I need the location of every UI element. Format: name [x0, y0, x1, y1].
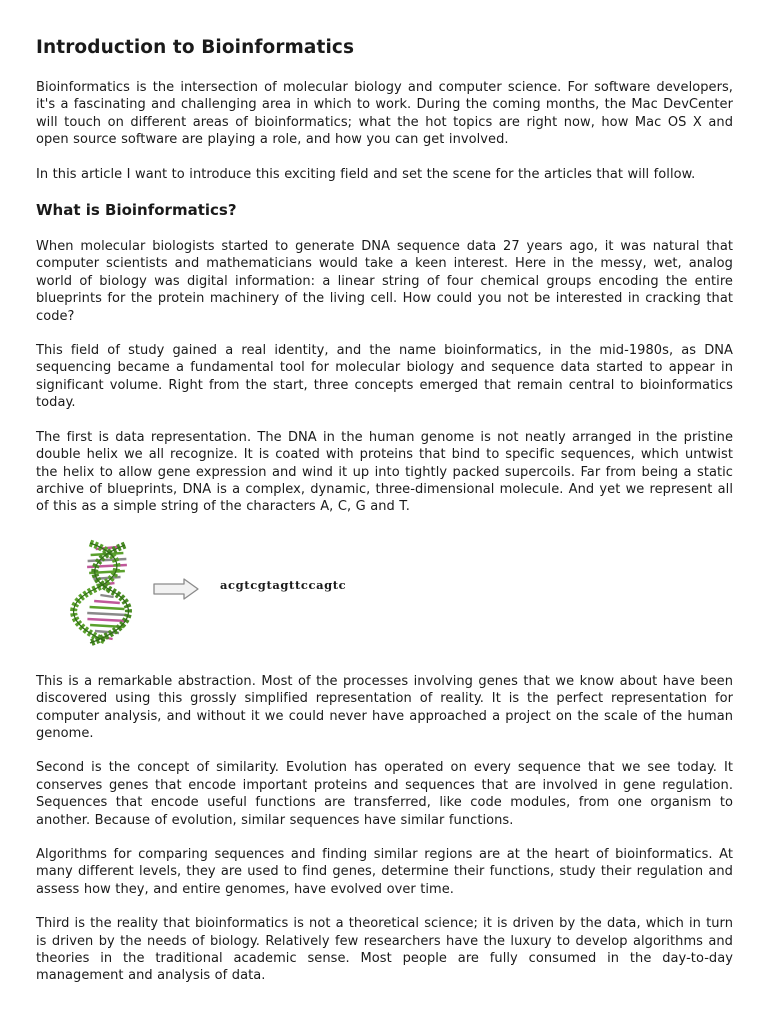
dna-sequence-label: acgtcgtagttccagtc	[220, 577, 347, 592]
helix-base-pair	[94, 601, 120, 603]
right-arrow-icon	[152, 577, 200, 601]
helix-base-pair	[88, 559, 127, 561]
helix-base-pair	[100, 595, 113, 597]
body-paragraph: This is a remarkable abstraction. Most of the processes involving genes that we know about have been discovered using this grossly simplified representation of reality. It is the perfect representation for computer analysis, and without it we could never have approached a project on the scale of the human genome.	[36, 673, 733, 741]
body-paragraph: This field of study gained a real identity, and the name bioinformatics, in the mid-1980s, as DNA sequencing became a fundamental tool for molecular biology and sequence data started to appear in significant volume. Right from the start, three concepts emerged that remain central to bioinformatics today.	[36, 343, 733, 411]
helix-base-pair	[90, 607, 125, 609]
body-paragraph: Second is the concept of similarity. Evolution has operated on every sequence that we see today. It conserves genes that encode important proteins and sequences that are involved in gene regulation. Sequences that encode useful functions are transferred, like code modules, from one organism to another. Because of evolution, similar sequences have similar functions.	[36, 760, 733, 828]
intro-paragraph: In this article I want to introduce this exciting field and set the scene for the articles that will follow.	[36, 166, 696, 182]
section-heading: What is Bioinformatics?	[36, 201, 237, 220]
helix-base-pair	[87, 619, 126, 621]
dna-to-sequence-figure	[36, 533, 733, 653]
body-paragraph: Algorithms for comparing sequences and finding similar regions are at the heart of bioinformatics. At many different levels, they are used to find genes, determine their functions, study their regulation and assess how they, and entire genomes, have evolved over time.	[36, 846, 733, 897]
article-content	[36, 37, 733, 1002]
article-title: Introduction to Bioinformatics	[36, 37, 355, 58]
body-paragraph: When molecular biologists started to generate DNA sequence data 27 years ago, it was natural that computer scientists and mathematicians would take a keen interest. Here in the messy, wet, analog world of biology was digital information: a linear string of four chemical groups encoding the entire blueprints for the protein machinery of the living cell. How could you not be interested in cracking that code?	[36, 239, 733, 324]
body-paragraph: The first is data representation. The DNA in the human genome is not neatly arranged in the pristine double helix we all recognize. It is coated with proteins that bind to specific sequences, which untwist the helix to allow gene expression and wind it up into tightly packed supercoils. Far from being a static archive of blueprints, DNA is a complex, dynamic, three-dimensional molecule. And yet we represent all of this as a simple string of the characters A, C, G and T.	[36, 429, 733, 515]
body-paragraph: Third is the reality that bioinformatics is not a theoretical science; it is driven by the data, which in turn is driven by the needs of biology. Relatively few researchers have the luxury to develop algorithms and theories in the traditional academic sense. Most people are fully consumed in the day-to-day management and analysis of data.	[36, 916, 733, 984]
dna-double-helix-icon	[50, 537, 160, 649]
intro-paragraph: Bioinformatics is the intersection of molecular biology and computer science. For software developers, it's a fascinating and challenging area in which to work. During the coming months, the Mac DevCenter will touch on different areas of bioinformatics; what the hot topics are right now, how Mac OS X and open source software are playing a role, and how you can get involved.	[36, 80, 733, 148]
helix-base-pair	[87, 613, 127, 615]
